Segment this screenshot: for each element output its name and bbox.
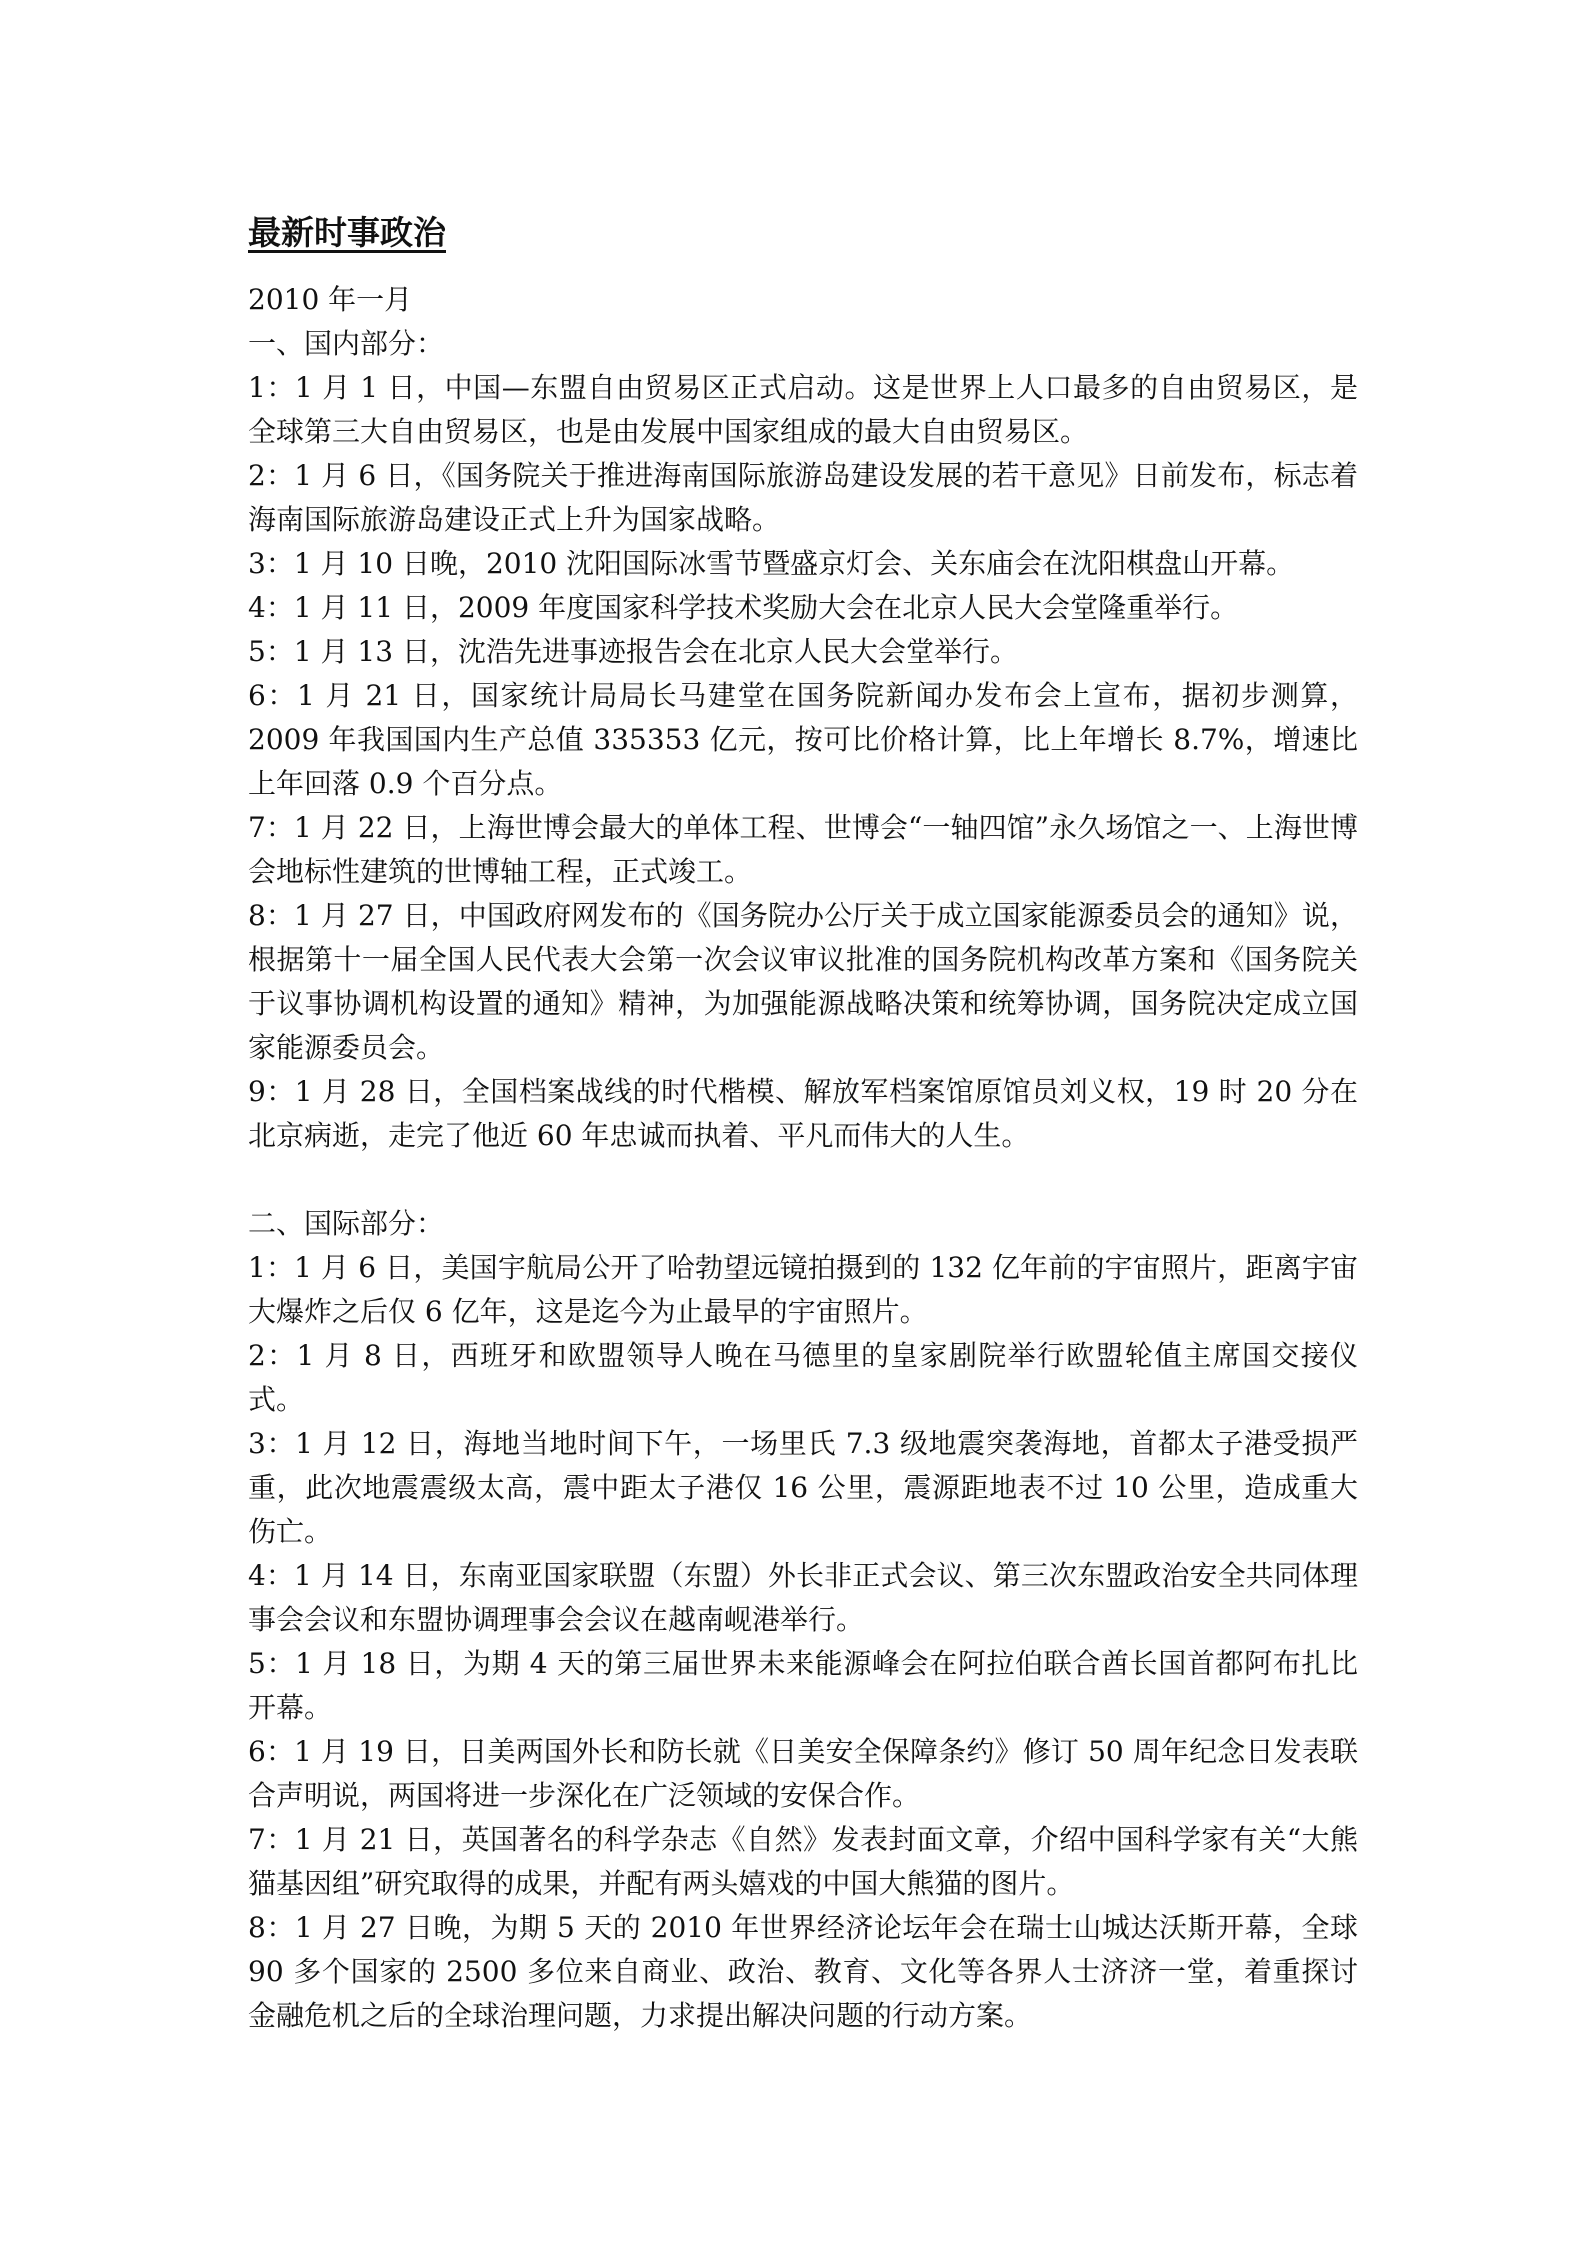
domestic-item: 7：1 月 22 日，上海世博会最大的单体工程、世博会“一轴四馆”永久场馆之一、上海世博会地标性建筑的世博轴工程，正式竣工。 xyxy=(248,811,1358,888)
international-item: 8：1 月 27 日晚，为期 5 天的 2010 年世界经济论坛年会在瑞士山城达沃斯开幕，全球 90 多个国家的 2500 多位来自商业、政治、教育、文化等各界人士济济一堂，着重探讨金融危机之后的全球治理问题，力求提出解决问题的行动方案。 xyxy=(248,1911,1358,2032)
international-section-heading: 二、国际部分： xyxy=(248,1207,445,1240)
document-title: 最新时事政治 xyxy=(248,213,446,252)
domestic-item: 8：1 月 27 日，中国政府网发布的《国务院办公厅关于成立国家能源委员会的通知》说，根据第十一届全国人民代表大会第一次会议审议批准的国务院机构改革方案和《国务院关于议事协调机构设置的通知》精神，为加强能源战略决策和统筹协调，国务院决定成立国家能源委员会。 xyxy=(248,899,1358,1064)
section-spacer xyxy=(248,1158,1358,1202)
document-page xyxy=(248,210,1358,2038)
domestic-item: 3：1 月 10 日晚，2010 沈阳国际冰雪节暨盛京灯会、关东庙会在沈阳棋盘山开幕。 xyxy=(248,547,1295,580)
international-item: 4：1 月 14 日，东南亚国家联盟（东盟）外长非正式会议、第三次东盟政治安全共同体理事会会议和东盟协调理事会会议在越南岘港举行。 xyxy=(248,1559,1358,1636)
domestic-item: 9：1 月 28 日，全国档案战线的时代楷模、解放军档案馆原馆员刘义权，19 时 20 分在北京病逝，走完了他近 60 年忠诚而执着、平凡而伟大的人生。 xyxy=(248,1075,1358,1152)
domestic-item: 1：1 月 1 日，中国—东盟自由贸易区正式启动。这是世界上人口最多的自由贸易区，是全球第三大自由贸易区，也是由发展中国家组成的最大自由贸易区。 xyxy=(248,371,1358,448)
domestic-item: 2：1 月 6 日，《国务院关于推进海南国际旅游岛建设发展的若干意见》日前发布，标志着海南国际旅游岛建设正式上升为国家战略。 xyxy=(248,459,1358,536)
international-item: 1：1 月 6 日，美国宇航局公开了哈勃望远镜拍摄到的 132 亿年前的宇宙照片，距离宇宙大爆炸之后仅 6 亿年，这是迄今为止最早的宇宙照片。 xyxy=(248,1251,1358,1328)
international-item: 5：1 月 18 日，为期 4 天的第三届世界未来能源峰会在阿拉伯联合酋长国首都阿布扎比开幕。 xyxy=(248,1647,1358,1724)
domestic-item: 4：1 月 11 日，2009 年度国家科学技术奖励大会在北京人民大会堂隆重举行。 xyxy=(248,591,1239,624)
international-item: 2：1 月 8 日，西班牙和欧盟领导人晚在马德里的皇家剧院举行欧盟轮值主席国交接仪式。 xyxy=(248,1339,1358,1416)
domestic-item: 5：1 月 13 日，沈浩先进事迹报告会在北京人民大会堂举行。 xyxy=(248,635,1018,668)
international-item: 7：1 月 21 日，英国著名的科学杂志《自然》发表封面文章，介绍中国科学家有关“大熊猫基因组”研究取得的成果，并配有两头嬉戏的中国大熊猫的图片。 xyxy=(248,1823,1358,1900)
international-item: 6：1 月 19 日，日美两国外长和防长就《日美安全保障条约》修订 50 周年纪念日发表联合声明说，两国将进一步深化在广泛领域的安保合作。 xyxy=(248,1735,1358,1812)
domestic-section-heading: 一、国内部分： xyxy=(248,327,445,360)
document-date: 2010 年一月 xyxy=(248,283,413,316)
international-item: 3：1 月 12 日，海地当地时间下午，一场里氏 7.3 级地震突袭海地，首都太子港受损严重，此次地震震级太高，震中距太子港仅 16 公里，震源距地表不过 10 公里，造成重大伤亡。 xyxy=(248,1427,1358,1548)
domestic-item: 6：1 月 21 日，国家统计局局长马建堂在国务院新闻办发布会上宣布，据初步测算，2009 年我国国内生产总值 335353 亿元，按可比价格计算，比上年增长 8.7%，增速比上年回落 0.9 个百分点。 xyxy=(248,679,1358,800)
